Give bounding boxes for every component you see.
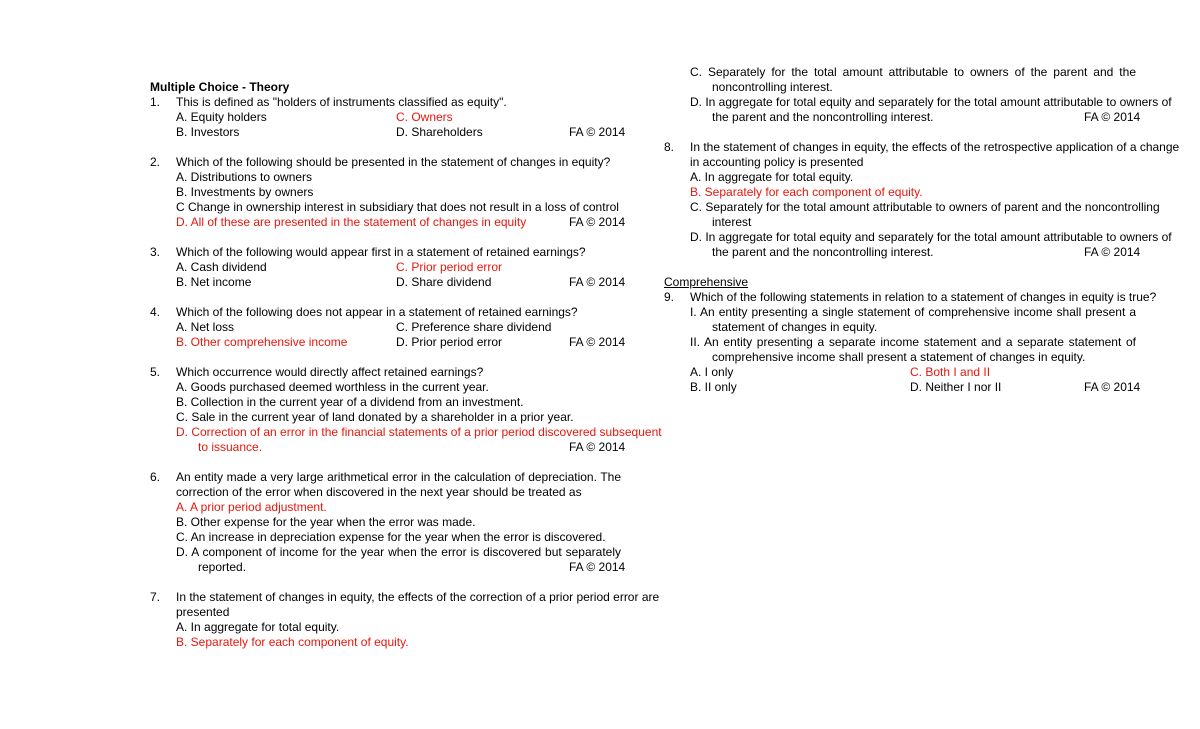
option-c-answer: C. Both I and II — [910, 365, 991, 379]
question-number: 1. — [150, 95, 161, 109]
option-a: A. Net loss — [176, 320, 235, 334]
question-number: 8. — [664, 140, 675, 154]
question-text: An entity made a very large arithmetical error in the calculation of depreciation. The — [176, 470, 621, 484]
option-a: A. Equity holders — [176, 110, 267, 124]
option-d: D. A component of income for the year when the error is discovered but separately — [176, 545, 621, 559]
option-c-cont: interest — [712, 215, 752, 229]
option-a: A. Distributions to owners — [176, 170, 313, 184]
option-d: D. Neither I nor II — [910, 380, 1002, 394]
question-number: 9. — [664, 290, 675, 304]
question-text: Which of the following should be presented in the statement of changes in equity? — [176, 155, 611, 169]
question-text: This is defined as "holders of instruments classified as equity". — [176, 95, 507, 109]
question-text-cont: in accounting policy is presented — [690, 155, 864, 169]
option-d: D. Prior period error — [396, 335, 503, 349]
option-a: A. In aggregate for total equity. — [176, 620, 340, 634]
copyright-note: FA © 2014 — [569, 440, 626, 454]
question-text: Which of the following would appear first in a statement of retained earnings? — [176, 245, 586, 259]
question-number: 5. — [150, 365, 161, 379]
option-c: C Change in ownership interest in subsidiary that does not result in a loss of control — [176, 200, 619, 214]
question-number: 2. — [150, 155, 161, 169]
copyright-note: FA © 2014 — [1084, 110, 1141, 124]
option-a: A. In aggregate for total equity. — [690, 170, 854, 184]
option-b-answer: B. Other comprehensive income — [176, 335, 348, 349]
option-b-answer: B. Separately for each component of equity. — [176, 635, 409, 649]
question-number: 3. — [150, 245, 161, 259]
option-c-cont: noncontrolling interest. — [712, 80, 833, 94]
option-b: B. Net income — [176, 275, 252, 289]
option-a: A. I only — [690, 365, 734, 379]
question-number: 4. — [150, 305, 161, 319]
question-number: 6. — [150, 470, 161, 484]
option-c: C. Preference share dividend — [396, 320, 552, 334]
option-b: B. Investments by owners — [176, 185, 314, 199]
question-text-cont: correction of the error when discovered in the next year should be treated as — [176, 485, 582, 499]
question-text: Which of the following does not appear in a statement of retained earnings? — [176, 305, 578, 319]
option-b-answer: B. Separately for each component of equity. — [690, 185, 923, 199]
copyright-note: FA © 2014 — [569, 125, 626, 139]
option-b: B. Other expense for the year when the error was made. — [176, 515, 476, 529]
option-c: C. Sale in the current year of land donated by a shareholder in a prior year. — [176, 410, 574, 424]
question-text-cont: presented — [176, 605, 230, 619]
option-c: C. Separately for the total amount attributable to owners of the parent and the — [690, 65, 1136, 79]
option-d: D. In aggregate for total equity and separately for the total amount attributable to owners of — [690, 95, 1172, 109]
copyright-note: FA © 2014 — [569, 335, 626, 349]
option-b: B. II only — [690, 380, 737, 394]
copyright-note: FA © 2014 — [569, 275, 626, 289]
option-d-cont: the parent and the noncontrolling interest. — [712, 110, 934, 124]
option-a-answer: A. A prior period adjustment. — [176, 500, 327, 514]
option-d: D. Shareholders — [396, 125, 483, 139]
statement-i-cont: statement of changes in equity. — [712, 320, 878, 334]
question-text: Which of the following statements in relation to a statement of changes in equity is true? — [690, 290, 1157, 304]
option-c: C. Separately for the total amount attributable to owners of parent and the noncontrolling — [690, 200, 1160, 214]
option-c-answer: C. Owners — [396, 110, 453, 124]
option-d-cont: the parent and the noncontrolling interest. — [712, 245, 934, 259]
question-text: In the statement of changes in equity, the effects of the correction of a prior period error are — [176, 590, 660, 604]
option-d-answer-cont: to issuance. — [198, 440, 263, 454]
option-d: D. Share dividend — [396, 275, 492, 289]
option-d-answer: D. All of these are presented in the statement of changes in equity — [176, 215, 527, 229]
question-text: Which occurrence would directly affect retained earnings? — [176, 365, 484, 379]
statement-ii-cont: comprehensive income shall present a statement of changes in equity. — [712, 350, 1086, 364]
statement-i: I. An entity presenting a single statement of comprehensive income shall present a — [690, 305, 1136, 319]
option-c-answer: C. Prior period error — [396, 260, 503, 274]
option-c: C. An increase in depreciation expense for the year when the error is discovered. — [176, 530, 606, 544]
copyright-note: FA © 2014 — [569, 560, 626, 574]
section-heading: Multiple Choice - Theory — [150, 80, 290, 94]
option-a: A. Cash dividend — [176, 260, 267, 274]
question-number: 7. — [150, 590, 161, 604]
option-b: B. Investors — [176, 125, 240, 139]
statement-ii: II. An entity presenting a separate income statement and a separate statement of — [690, 335, 1136, 349]
copyright-note: FA © 2014 — [1084, 245, 1141, 259]
option-d-cont: reported. — [198, 560, 247, 574]
copyright-note: FA © 2014 — [1084, 380, 1141, 394]
option-b: B. Collection in the current year of a dividend from an investment. — [176, 395, 524, 409]
option-d-answer: D. Correction of an error in the financial statements of a prior period discovered subsequent — [176, 425, 662, 439]
section-heading: Comprehensive — [664, 275, 749, 289]
copyright-note: FA © 2014 — [569, 215, 626, 229]
question-text: In the statement of changes in equity, the effects of the retrospective application of a change — [690, 140, 1180, 154]
option-a: A. Goods purchased deemed worthless in the current year. — [176, 380, 489, 394]
option-d: D. In aggregate for total equity and separately for the total amount attributable to owners of — [690, 230, 1172, 244]
